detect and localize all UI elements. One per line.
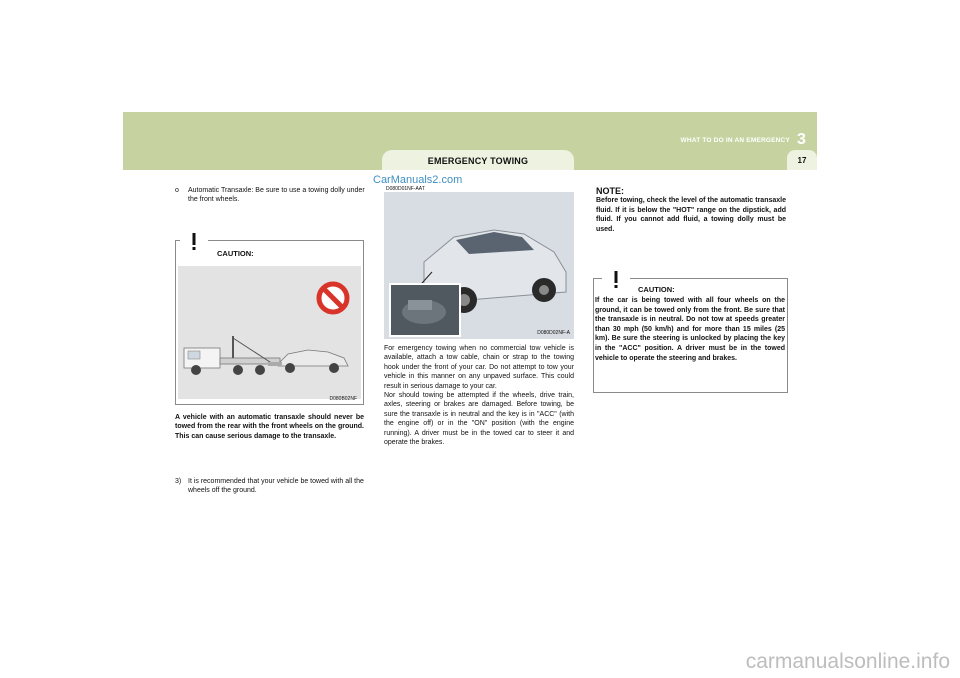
item-number: 3) [175, 478, 182, 485]
sedan-illustration [384, 192, 574, 339]
reference-code: D080D01NF-AAT [386, 186, 425, 192]
paragraph-1: For emergency towing when no commercial tow vehicle is available, attach a tow cable, chain or strap to the towing hook under the front of your car. Do not attempt to tow your vehicle in this manner on any unpaved surface. This could result in serious damage to your car. [384, 345, 574, 390]
flatbed-tow-illustration [178, 266, 361, 399]
caution-text-right: If the car is being towed with all four wheels on the ground, it can be towed only from the front. Be sure that the transaxle is in neutral. Do not tow at speeds greater than 30 mph (50 km/h) and for more than 15 miles (25 km). Be sure the steering is unlocked by placing the key in the "ACC" position. A driver must be in the towed vehicle to operate the steering and brakes. [595, 297, 785, 362]
list-item-3 [175, 477, 364, 496]
caution-text-left: A vehicle with an automatic transaxle should never be towed from the rear with the front wheels on the ground. This can cause serious damage to the transaxle. [175, 414, 364, 440]
bullet-mark: o [175, 187, 179, 194]
item-3-text: It is recommended that your vehicle be towed with all the wheels off the ground. [188, 478, 364, 495]
image-code-left: D080B02NF [329, 396, 357, 402]
footer-watermark: carmanualsonline.info [745, 650, 950, 673]
towing-instructions [384, 344, 574, 447]
image-code-middle: D080D02NF-A [537, 330, 570, 336]
page-title: EMERGENCY TOWING [427, 156, 529, 166]
note-title: NOTE: [596, 186, 624, 196]
site-watermark: CarManuals2.com [373, 174, 463, 186]
section-label: WHAT TO DO IN AN EMERGENCY [680, 137, 790, 144]
tow-truck-illustration [178, 266, 361, 399]
car-photo [384, 192, 574, 339]
caution-title: CAUTION: [638, 285, 675, 294]
note-text: Before towing, check the level of the automatic transaxle fluid. If it is below the "HOT" range on the dipstick, add fluid. If you cannot add fluid, a towing dolly must be used. [596, 197, 786, 233]
paragraph-2: Nor should towing be attempted if the wheels, drive train, axles, steering or brakes are damaged. Before towing, be sure the transaxle is in neutral and the key is in "ACC" (with the engine off) or in the "ON" position (with the engine running). A driver must be in the towed car to steer it and operate the brakes. [384, 392, 574, 447]
warning-triangle-icon [602, 267, 630, 292]
caution-title: CAUTION: [217, 249, 254, 258]
bullet-text: Automatic Transaxle: Be sure to use a towing dolly under the front wheels. [188, 187, 365, 204]
caution-box-left [175, 240, 364, 405]
automatic-transaxle-bullet [175, 186, 365, 205]
warning-triangle-icon [180, 229, 208, 254]
section-number: 3 [797, 131, 806, 148]
page-number: 17 [797, 156, 807, 165]
